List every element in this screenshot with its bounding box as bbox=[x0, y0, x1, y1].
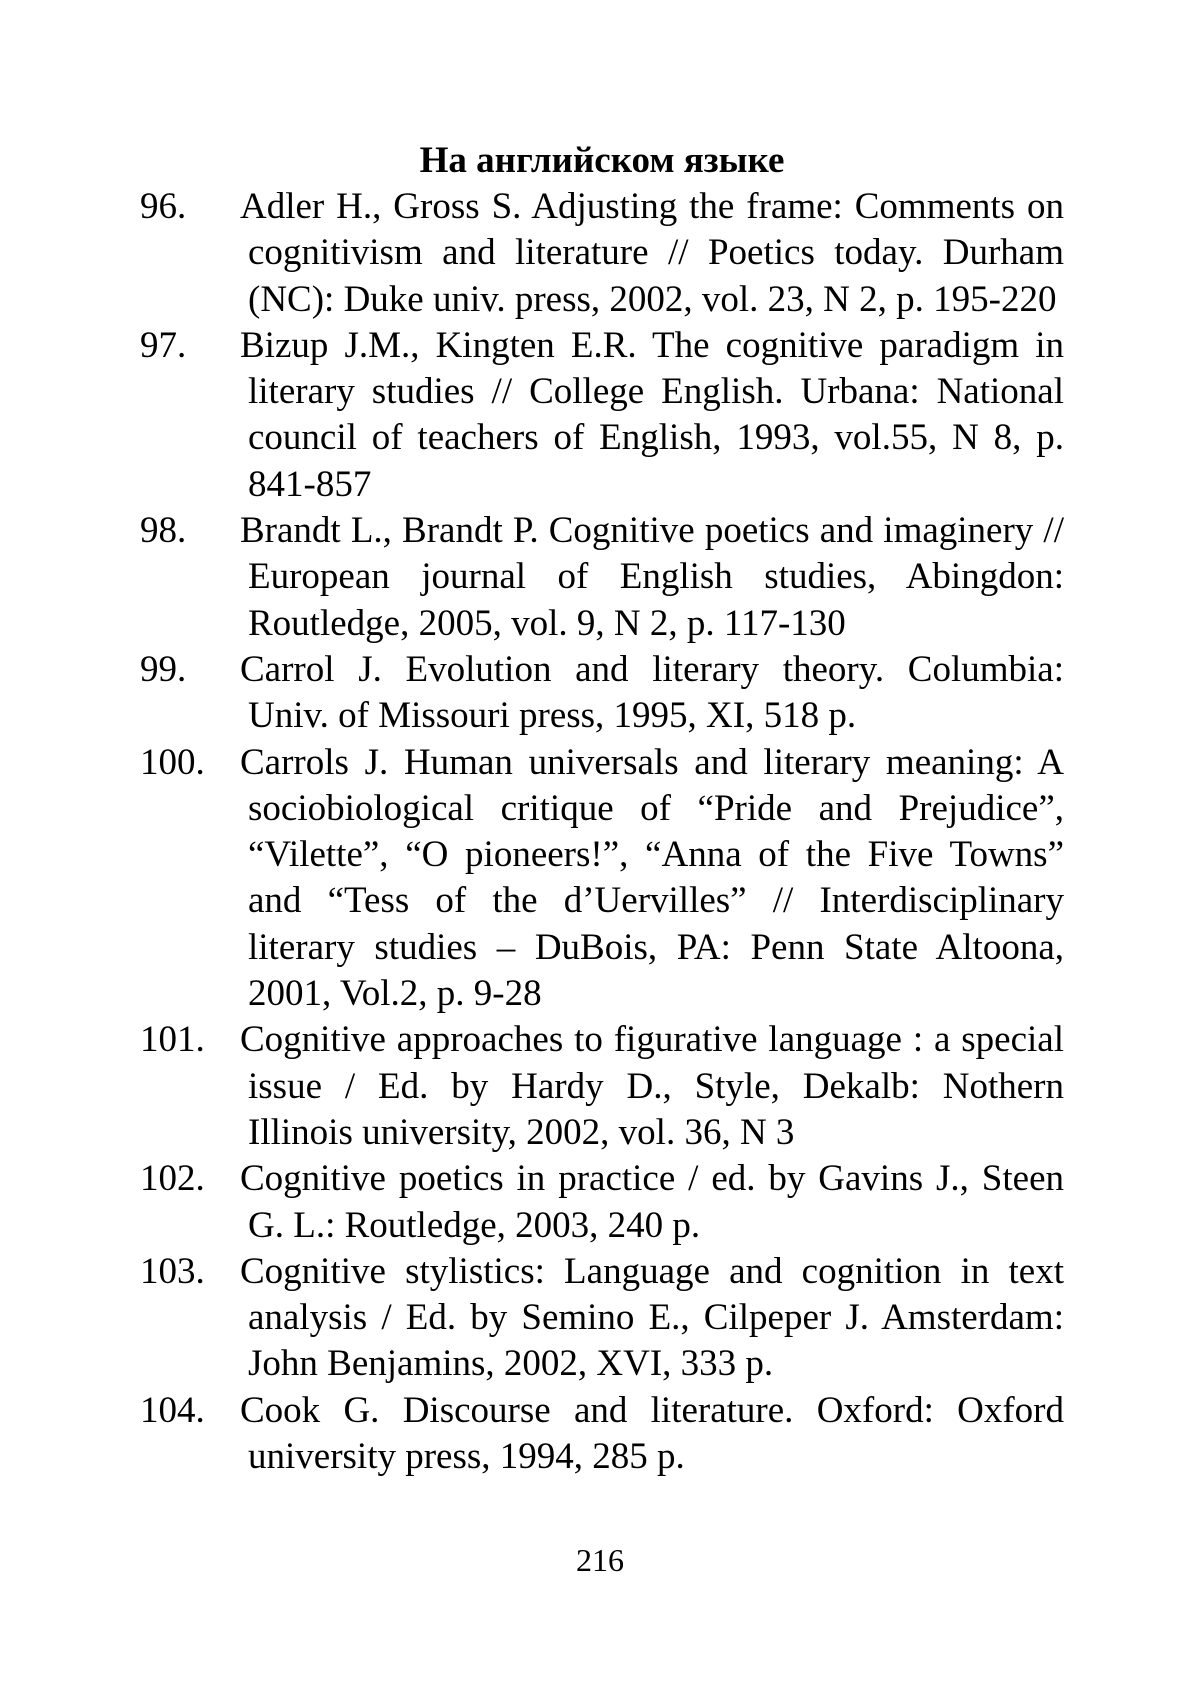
reference-list bbox=[140, 184, 1064, 1480]
reference-text: Bizup J.M., Kingten E.R. The cognitive paradigm in literary studies // College English. Urbana: National council of teachers of English, 1993, vol.55, N 8, p. 841-857 bbox=[240, 324, 1064, 505]
reference-number: 101. bbox=[140, 1019, 205, 1061]
reference-number: 100. bbox=[140, 741, 205, 783]
reference-number: 96. bbox=[140, 186, 187, 227]
reference-text: Carrols J. Human universals and literary meaning: A sociobiological critique of “Pride and Prejudice”, “Vilette”, “O pioneers!”, “Anna of the Five Towns” and “Tess of the d’Uervilles” // Interdisciplinary literary studies – DuBois, PA: Penn State Altoona, 2001, Vol.2, p. 9-28 bbox=[240, 741, 1064, 1015]
reference-number: 102. bbox=[140, 1158, 205, 1200]
reference-item bbox=[140, 1156, 1064, 1249]
reference-text: Cognitive approaches to figurative language : a special issue / Ed. by Hardy D., Style, Dekalb: Nothern Illinois university, 2002, vol. 36, N 3 bbox=[240, 1019, 1064, 1153]
reference-text: Cook G. Discourse and literature. Oxford: Oxford university press, 1994, 285 p. bbox=[240, 1389, 1064, 1478]
reference-text: Adler H., Gross S. Adjusting the frame: Comments on cognitivism and literature // Poetics today. Durham (NC): Duke univ. press, 2002, vol. 23, N 2, p. 195-220 bbox=[240, 186, 1064, 320]
reference-item bbox=[140, 1017, 1064, 1156]
reference-item bbox=[140, 647, 1064, 740]
page-number: 216 bbox=[576, 1542, 624, 1578]
reference-item bbox=[140, 508, 1064, 647]
reference-text: Cognitive stylistics: Language and cognition in text analysis / Ed. by Semino E., Cilpeper J. Amsterdam: John Benjamins, 2002, XVI, 333 p. bbox=[240, 1250, 1064, 1385]
reference-number: 104. bbox=[140, 1389, 205, 1431]
reference-number: 103. bbox=[140, 1250, 205, 1292]
reference-number: 99. bbox=[140, 648, 187, 690]
document-page bbox=[140, 138, 1064, 1480]
reference-item bbox=[140, 1388, 1064, 1481]
reference-number: 97. bbox=[140, 324, 187, 366]
reference-number: 98. bbox=[140, 510, 187, 552]
reference-text: Cognitive poetics in practice / ed. by Gavins J., Steen G. L.: Routledge, 2003, 240 p. bbox=[240, 1158, 1064, 1246]
reference-text: Brandt L., Brandt P. Cognitive poetics and imaginery // European journal of English studies, Abingdon: Routledge, 2005, vol. 9, N 2, p. 117-130 bbox=[240, 510, 1064, 644]
reference-item bbox=[140, 184, 1064, 323]
reference-item bbox=[140, 740, 1064, 1018]
reference-text: Carrol J. Evolution and literary theory. Columbia: Univ. of Missouri press, 1995, XI, 518 p. bbox=[240, 648, 1064, 737]
reference-item bbox=[140, 1249, 1064, 1388]
section-heading: На английском языке bbox=[419, 140, 785, 181]
reference-item bbox=[140, 323, 1064, 508]
